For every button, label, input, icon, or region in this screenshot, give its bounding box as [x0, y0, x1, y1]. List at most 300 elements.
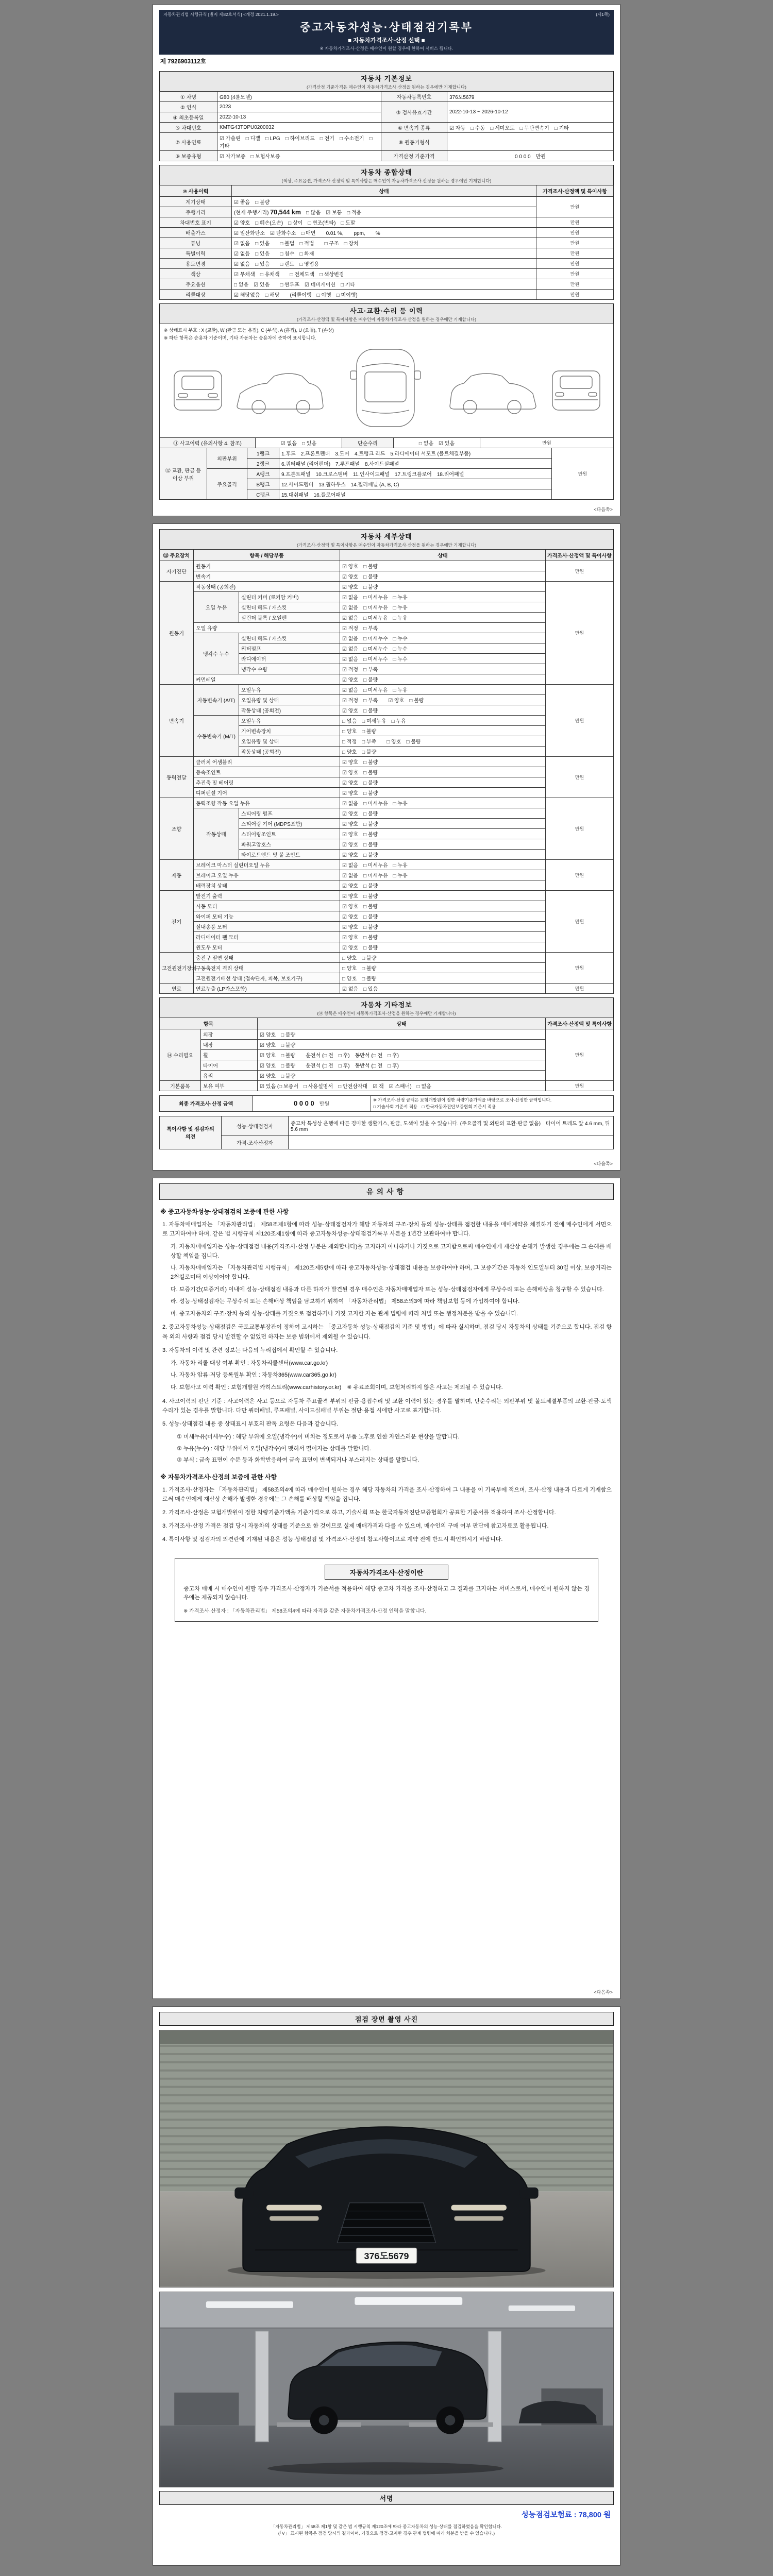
rankC-label: C랭크: [247, 489, 279, 500]
state-cell: ☑ 양호 □ 불량 운전석 (□ 전 □ 후) 동반석 (□ 전 □ 후): [258, 1050, 546, 1060]
overall-col-price: 가격조사·산정액 및 특이사항: [536, 185, 614, 197]
year-label: ② 연식: [160, 102, 217, 112]
state-cell: ☑ 양호 □ 불량: [258, 1029, 546, 1040]
item-cell: 워터펌프: [239, 643, 340, 654]
item-cell: 휠: [201, 1050, 258, 1060]
next-page-marker: <다음쪽>: [594, 507, 613, 512]
section-signature-title: 서명: [379, 2495, 394, 2502]
opinion-label: 특이사항 및 점검자의 의견: [160, 1116, 222, 1149]
group-high-voltage: 고전원전기장치: [160, 953, 194, 984]
state-cell: ☑ 양호 □ 불량: [340, 757, 546, 767]
item-cell: 충전구 절연 상태: [194, 953, 340, 963]
subgroup-oil-leak: 오일 누유: [194, 592, 239, 623]
item-cell: 연료누출 (LP가스포함): [194, 984, 340, 994]
state-cell: ☑ 양호 □ 불량: [340, 582, 546, 592]
price-cell: 만원: [480, 438, 614, 448]
warranty-checkboxes: ☑ 자가보증 □ 보험사보증: [217, 151, 381, 161]
notice-paragraph: 1. 가격조사·산정자는 「자동차관리법」 제58조의4에 따라 매수인이 원하는 경우 해당 자동차의 가격을 조사·산정하여 그 내용을 이 기록부에 적으며, 조사·산정 내용과 다르게 기재함으로써 매수인에게 재산상 손해가 발생한 경우에는 그 손해를 배상할 책임을 집니다.: [162, 1486, 612, 1502]
price-cell: 만원: [536, 279, 614, 290]
year-value: 2023: [217, 102, 381, 112]
detail-col-device: ⑬ 주요장치: [160, 550, 194, 561]
state-cell: ☑ 양호 □ 불량: [340, 922, 546, 932]
inspection-photo-front: [159, 2030, 614, 2287]
base-price-digits: 0 0 0 0: [515, 154, 531, 160]
vin-mark-checkboxes: ☑ 양호 □ 훼손(오손) □ 상이 □ 변조(변타) □ 도말: [232, 217, 536, 228]
title-bar: [159, 10, 614, 55]
section-basic-info: [159, 71, 614, 92]
diagram-legend-2: ※ 하단 항목은 승용차 기준이며, 기타 자동차는 승용차에 준하여 표시합니다.: [164, 335, 316, 341]
tuning-label: 튜닝: [160, 238, 232, 248]
document: [153, 0, 620, 2566]
appraiser-label: 가격·조사산정자: [222, 1136, 289, 1149]
price-cell: 만원: [546, 757, 614, 798]
state-cell: ☑ 없음 □ 미세누유 □ 누유: [340, 602, 546, 613]
emission-label: 배출가스: [160, 228, 232, 238]
page-1: [153, 4, 620, 516]
inspector-opinion-text: 중고차 특성상 운행에 따른 경미한 생활기스, 판금, 도색이 있을 수 있습니다. (주요골격 및 외판의 교환·판금 없음) 타이어 트레드 앞 4.6 mm, 뒤 5.6 mm: [289, 1116, 614, 1136]
page-number: (제1쪽): [596, 12, 610, 17]
final-price-unit: 만원: [319, 1101, 330, 1108]
notice-subitem: ① 미세누유(미세누수) : 해당 부위에 오일(냉각수)이 비치는 정도로서 부품 노후로 인한 자연스러운 현상을 말합니다.: [177, 1434, 460, 1440]
inspection-period-value: 2022-10-13 ~ 2026-10-12: [447, 102, 614, 123]
state-cell: ☑ 양호 □ 불량: [340, 880, 546, 891]
state-cell: ☑ 양호 □ 불량: [340, 850, 546, 860]
meter-state-label: 계기상태: [160, 197, 232, 207]
base-price-label: 가격산정 기준가격: [381, 151, 447, 161]
state-cell: ☑ 없음 □ 미세누유 □ 누유: [340, 613, 546, 623]
inspection-insurance-fee: 성능점검보험료 : 78,800 원: [521, 2511, 611, 2519]
notice-section-head: ※ 중고자동차성능·상태점검의 보증에 관한 사항: [160, 1208, 289, 1215]
signature-legal-line-1: 「자동차관리법」 제58조 제1항 및 같은 법 시행규칙 제120조에 따라 중고자동차의 성능·상태를 점검하였음을 확인합니다.: [271, 2524, 502, 2529]
next-page-marker: <다음쪽>: [594, 1990, 613, 1995]
inspection-period-label: ③ 검사유효기간: [381, 102, 447, 123]
notice-title: 유의사항: [159, 1183, 614, 1200]
notice-paragraph: 4. 사고이력의 판단 기준 : 사고이력은 사고 등으로 자동차 주요골격 부위의 판금·용접수리 및 교환 이력이 있는 경우를 말하며, 단순수리는 외판부위 및 볼트체결부품의 교환·판금·도색 수리가 있는 경우를 말합니다. 다만 쿼터패널, 루프패널, 사이드실패널 부위는 절단·용접 시에만 사고로 표기합니다.: [162, 1398, 612, 1414]
state-cell: □ 양호 □ 불량: [340, 963, 546, 973]
item-cell: 구동축전지 격리 상태: [194, 963, 340, 973]
recall-checkboxes: ☑ 해당없음 □ 해당 (리콜이행 □ 이행 □ 미이행): [232, 290, 536, 300]
fuel-checkboxes: ☑ 가솔린 □ 디젤 □ LPG □ 하이브리드 □ 전기 □ 수소전기 □ 기타: [217, 133, 381, 151]
state-cell: □ 적정 □ 부족 □ 양호 □ 불량: [340, 736, 546, 747]
final-price-label: 최종 가격조사·산정 금액: [160, 1096, 253, 1112]
exchange-label: ⑫ 교환, 판금 등 이상 부위: [160, 448, 207, 500]
group-transmission: 변속기: [160, 685, 194, 757]
etc-info-table: [159, 1018, 614, 1091]
state-cell: ☑ 없음 □ 미세누유 □ 누유: [340, 860, 546, 870]
item-cell: 실린더 헤드 / 개스킷: [239, 602, 340, 613]
main-option-checkboxes: □ 없음 ☑ 있음 □ 썬루프 ☑ 네비게이션 □ 기타: [232, 279, 536, 290]
state-cell: ☑ 양호 □ 불량: [258, 1071, 546, 1081]
notice-paragraph: 1. 자동차매매업자는 「자동차관리법」 제58조제1항에 따라 성능·상태점검자가 해당 자동차의 구조·장치 등의 성능·상태를 점검한 내용을 매매계약을 체결하기 전에 매수인에게 서면으로 고지하여야 하며, 같은 법 시행규칙 제120조제1항에 따라 중고자동차성능·상태점검기록부 사본을 1년간 보관하여야 합니다.: [162, 1222, 612, 1238]
simple-repair-checkboxes: □ 없음 ☑ 있음: [394, 438, 480, 448]
item-cell: 배력장치 상태: [194, 880, 340, 891]
overall-state-table: [159, 185, 614, 300]
detail-col-price: 가격조사·산정액 및 특이사항: [546, 550, 614, 561]
item-cell: 오일유량 및 상태: [239, 695, 340, 705]
notice-subitem: 나. 자동차 압류·저당 등록원부 확인 : 자동차365(www.car365.go.kr): [171, 1372, 337, 1379]
item-cell: 타이로드엔드 및 볼 조인트: [239, 850, 340, 860]
section-accident-title: 사고·교환·수리 등 이력: [350, 307, 423, 315]
item-cell: 기어변속장치: [239, 726, 340, 736]
item-cell: 스티어링조인트: [239, 829, 340, 839]
section-detail-state: [159, 529, 614, 550]
color-checkboxes: ☑ 무채색 □ 유채색 □ 전체도색 □ 색상변경: [232, 269, 536, 279]
item-cell: 추진축 및 베어링: [194, 777, 340, 788]
state-cell: □ 양호 □ 불량: [340, 953, 546, 963]
opinion-table: [159, 1116, 614, 1149]
item-cell: 변속기: [194, 571, 340, 582]
detail-col-state: 상태: [340, 550, 546, 561]
section-overall-note: (색상, 주요옵션, 가격조사·산정액 및 특이사항은 매수인이 자동차가격조사·산정을 원하는 경우에만 기재합니다): [281, 178, 492, 183]
item-cell: 실내송풍 모터: [194, 922, 340, 932]
section-overall-state: [159, 165, 614, 185]
item-cell: 와이퍼 모터 기능: [194, 911, 340, 922]
state-cell: ☑ 양호 □ 불량: [340, 777, 546, 788]
section-photos: [159, 2012, 614, 2026]
final-price-note-2: □ 기술사회 기준서 적용 □ 한국자동차진단보증협회 기준서 적용: [373, 1104, 496, 1109]
item-cell: 외장: [201, 1029, 258, 1040]
engine-type-value: [447, 133, 614, 151]
item-cell: 브레이크 오일 누유: [194, 870, 340, 880]
emission-checkboxes: ☑ 일산화탄소 ☑ 탄화수소 □ 매연 0.01 %, ppm, %: [232, 228, 536, 238]
notice-subitem: 마. 중고자동차의 구조·장치 등의 성능·상태를 거짓으로 점검하거나 거짓 고지한 자는 관계 법령에 따라 처벌 또는 행정처분을 받을 수 있습니다.: [171, 1310, 518, 1317]
transmission-label: ⑥ 변속기 종류: [381, 123, 447, 133]
subgroup-coolant-leak: 냉각수 누수: [194, 633, 239, 674]
tuning-checkboxes: ☑ 없음 □ 있음 □ 불법 □ 적법 □ 구조 □ 장치: [232, 238, 536, 248]
state-cell: ☑ 적정 □ 부족: [340, 664, 546, 674]
item-cell: 스티어링 기어 (MDPS포함): [239, 819, 340, 829]
warranty-label: ⑨ 보증유형: [160, 151, 217, 161]
subgroup-automatic: 자동변속기 (A/T): [194, 685, 239, 716]
final-price-notes: [371, 1096, 614, 1112]
price-cell: 만원: [546, 561, 614, 582]
price-cell: 만원: [546, 1081, 614, 1091]
signature-legal-line-2: (「V」 표시된 항목은 점검 당시의 결과이며, 거짓으로 점검·고지한 경우 관계 법령에 따라 처분을 받을 수 있습니다.): [278, 2530, 495, 2536]
item-cell: 타이어: [201, 1060, 258, 1071]
vin-mark-label: 차대번호 표기: [160, 217, 232, 228]
item-cell: 클러치 어셈블리: [194, 757, 340, 767]
car-diagram: [164, 342, 609, 434]
notice-subitem: 나. 자동차매매업자는 「자동차관리법 시행규칙」 제120조제5항에 따라 중고자동차성능·상태점검 내용을 보증하여야 하며, 그 보증기간은 자동차 인도일부터 30일 이상, 보증거리는 2천킬로미터 이상이어야 합니다.: [171, 1265, 612, 1281]
vin-label: ⑤ 차대번호: [160, 123, 217, 133]
state-cell: ☑ 양호 □ 불량: [340, 839, 546, 850]
appraiser-opinion-text: [289, 1136, 614, 1149]
rankC-items: 15.대쉬패널 16.플로어패널: [279, 489, 552, 500]
item-cell: 라디에이터: [239, 654, 340, 664]
inspector-label: 성능·상태점검자: [222, 1116, 289, 1136]
state-cell: ☑ 양호 □ 불량: [340, 808, 546, 819]
price-cell: 만원: [536, 228, 614, 238]
item-cell: 실린더 커버 (로커암 커버): [239, 592, 340, 602]
item-cell: 고전원전기배선 상태 (접속단자, 피복, 보호기구): [194, 973, 340, 984]
final-price-amount-cell: [253, 1096, 371, 1112]
overall-col-use: ⑩ 사용이력: [160, 185, 232, 197]
state-cell: ☑ 적정 □ 부족 ☑ 양호 □ 불량: [340, 695, 546, 705]
group-fuel: 연료: [160, 984, 194, 994]
price-cell: 만원: [552, 448, 614, 500]
price-cell: 만원: [536, 290, 614, 300]
notice-paragraph: 2. 가격조사·산정은 보험개발원이 정한 차량기준가액을 기준가격으로 하고, 기술사회 또는 한국자동차진단보증협회가 공표한 기준서를 적용하여 조사·산정합니다.: [162, 1510, 556, 1516]
reg-no-label: 자동차등록번호: [381, 92, 447, 102]
price-cell: 만원: [536, 217, 614, 228]
license-plate-text: 376도5679: [364, 2251, 409, 2262]
notice-paragraph: 2. 중고자동차성능·상태점검은 국토교통부장관이 정하여 고시하는 「중고자동차 성능·상태점검의 기준 및 방법」에 따라 실시하며, 점검 당시 자동차의 상태를 기준으로 합니다. 점검 항목 외의 사항과 점검 당시 발견할 수 없었던 하자는 보증 범위에서 제외될 수 있습니다.: [162, 1324, 612, 1340]
page-3: [153, 1178, 620, 1999]
state-cell: ☑ 없음 □ 미세누유 □ 누유: [340, 870, 546, 880]
item-cell: 오일누유: [239, 685, 340, 695]
price-cell: 만원: [546, 891, 614, 953]
recall-label: 리콜대상: [160, 290, 232, 300]
overall-col-state: 상태: [232, 185, 536, 197]
state-cell: ☑ 없음 □ 미세누유 □ 누유: [340, 685, 546, 695]
state-cell: ☑ 양호 □ 불량: [340, 901, 546, 911]
price-cell: 만원: [546, 685, 614, 757]
subgroup-manual: 수동변속기 (M/T): [194, 716, 239, 757]
rule-reference: 자동차관리법 시행규칙 [별지 제82호서식] <개정 2021.1.19.>: [163, 12, 279, 17]
notice-paragraph: 3. 자동차의 이력 및 관련 정보는 다음의 누리집에서 확인할 수 있습니다.: [162, 1347, 338, 1353]
first-registration-label: ④ 최초등록일: [160, 112, 217, 123]
price-cell: 만원: [536, 259, 614, 269]
rankB-label: B랭크: [247, 479, 279, 489]
subgroup-steering-operation: 작동상태: [194, 808, 239, 860]
etc-col-state: 상태: [258, 1018, 546, 1029]
main-frame-label: 주요골격: [207, 469, 247, 500]
group-basic-items: 기본품목: [160, 1081, 201, 1091]
basic-info-table: [159, 91, 614, 161]
group-electric: 전기: [160, 891, 194, 953]
item-cell: 커먼레일: [194, 674, 340, 685]
item-cell: 동력조향 작동 오일 누유: [194, 798, 340, 808]
item-cell: 작동상태 (공회전): [239, 747, 340, 757]
notice-subitem: ③ 부식 : 금속 표면이 수분 등과 화학반응하여 금속 표면이 변색되거나 부스러지는 상태를 말합니다.: [177, 1457, 419, 1464]
main-option-label: 주요옵션: [160, 279, 232, 290]
mileage-prefix: (현재 주행거리): [234, 210, 269, 216]
meter-state-checkboxes: ☑ 좋음 □ 불량: [232, 197, 536, 207]
final-price-note-1: ※ 가격조사·산정 금액은 보험개발원이 정한 차량기준가액을 바탕으로 조사·산정한 금액입니다.: [373, 1097, 552, 1103]
price-cell: 만원: [546, 984, 614, 994]
state-cell: ☑ 양호 □ 불량: [258, 1040, 546, 1050]
state-cell: ☑ 적정 □ 부족: [340, 623, 546, 633]
item-cell: 파워고압호스: [239, 839, 340, 850]
mileage-value: 70,544 km: [270, 209, 301, 216]
state-cell: ☑ 없음 □ 미세누유 □ 누유: [340, 592, 546, 602]
page-4: [153, 2006, 620, 2566]
notice-paragraph: 5. 성능·상태점검 내용 중 상태표시 부호의 판독 요령은 다음과 같습니다.: [162, 1420, 338, 1427]
group-self-diagnosis: 자기진단: [160, 561, 194, 582]
next-page-marker: <다음쪽>: [594, 1161, 613, 1166]
item-cell: 유리: [201, 1071, 258, 1081]
state-cell: ☑ 있음 (□ 보증서 □ 사용설명서 □ 안전삼각대 ☑ 잭 ☑ 스패너) □ 없음: [258, 1081, 546, 1091]
item-cell: 작동상태 (공회전): [239, 705, 340, 716]
item-cell: 작동상태 (공회전): [194, 582, 340, 592]
section-overall-title: 자동차 종합상태: [361, 168, 412, 176]
section-basic-title: 자동차 기본정보: [361, 75, 412, 82]
section-etc-title: 자동차 기타정보: [361, 1001, 412, 1009]
mileage-label: 주행거리: [160, 207, 232, 217]
group-brake: 제동: [160, 860, 194, 891]
detail-col-item: 항목 / 해당부품: [194, 550, 340, 561]
accident-history-checkboxes: ☑ 없음 □ 있음: [256, 438, 342, 448]
engine-type-label: ⑧ 원동기형식: [381, 133, 447, 151]
notice-subitem: 다. 보증기간(보증거리) 이내에 성능·상태점검 내용과 다른 하자가 발견된 경우 매수인은 자동차매매업자 또는 성능·상태점검자에게 무상수리 또는 손해배상을 청구할 수 있습니다.: [171, 1286, 604, 1293]
state-cell: ☑ 없음 □ 미세누수 □ 누수: [340, 633, 546, 643]
first-registration-value: 2022-10-13: [217, 112, 381, 123]
item-cell: 윈도우 모터: [194, 942, 340, 953]
state-cell: ☑ 양호 □ 불량: [340, 932, 546, 942]
state-cell: ☑ 양호 □ 불량: [340, 788, 546, 798]
state-cell: ☑ 양호 □ 불량: [340, 829, 546, 839]
notice-paragraph: 3. 가격조사·산정 가격은 점검 당시 자동차의 상태를 기준으로 한 것이므로 실제 매매가격과 다를 수 있으며, 매수인의 구매 여부 판단에 참고자료로 활용됩니다.: [162, 1523, 549, 1530]
base-price-unit: 만원: [535, 154, 546, 160]
price-cell: 만원: [546, 953, 614, 984]
price-cell: 만원: [536, 238, 614, 248]
base-price-value: [447, 151, 614, 161]
item-cell: 브레이크 마스터 실린더오일 누유: [194, 860, 340, 870]
state-cell: ☑ 양호 □ 불량: [340, 911, 546, 922]
final-price-digits: 0 0 0 0: [293, 1099, 314, 1108]
fuel-label: ⑦ 사용연료: [160, 133, 217, 151]
special-history-label: 특별이력: [160, 248, 232, 259]
price-appraisal-box-note: ※ 가격조사·산정자 : 「자동차관리법」 제58조의4에 따라 자격을 갖춘 자동차가격조사·산정 인력을 말합니다.: [183, 1608, 427, 1614]
section-basic-note: (가격산정 기준가격은 매수인이 자동차가격조사·산정을 원하는 경우에만 기재합니다): [306, 84, 467, 90]
state-cell: ☑ 양호 □ 불량: [340, 942, 546, 953]
state-cell: □ 양호 □ 불량: [340, 726, 546, 736]
etc-col-item: 항목: [160, 1018, 258, 1029]
item-cell: 오일누유: [239, 716, 340, 726]
item-cell: 보유 여부: [201, 1081, 258, 1091]
reg-no-value: 376도5679: [447, 92, 614, 102]
color-label: 색상: [160, 269, 232, 279]
state-cell: □ 양호 □ 불량: [340, 973, 546, 984]
usage-change-checkboxes: ☑ 없음 □ 있음 □ 렌트 □ 영업용: [232, 259, 536, 269]
item-cell: 실린더 헤드 / 개스킷: [239, 633, 340, 643]
state-cell: ☑ 없음 □ 미세누수 □ 누수: [340, 643, 546, 654]
section-etc-info: [159, 997, 614, 1018]
state-cell: □ 없음 □ 미세누유 □ 누유: [340, 716, 546, 726]
item-cell: 냉각수 수량: [239, 664, 340, 674]
photo-lift-image: [160, 2292, 613, 2487]
item-cell: 스티어링 펌프: [239, 808, 340, 819]
state-cell: ☑ 양호 □ 불량: [340, 571, 546, 582]
accident-history-label: ⑪ 사고이력 (유의사항 4. 참조): [160, 438, 256, 448]
rank2-label: 2랭크: [247, 459, 279, 469]
item-cell: 오일 유량: [194, 623, 340, 633]
group-power-train: 동력전달: [160, 757, 194, 798]
item-cell: 원동기: [194, 561, 340, 571]
rank2-items: 6.쿼터패널 (리어펜더) 7.루프패널 8.사이드실패널: [279, 459, 552, 469]
special-history-checkboxes: ☑ 없음 □ 있음 □ 침수 □ 화재: [232, 248, 536, 259]
price-select-banner: ■ 자동차가격조사·산정 선택 ■: [348, 38, 425, 44]
notice-subitem: 다. 보험사고 이력 확인 : 보험개발원 카히스토리(www.carhistory.or.kr) ※ 유료조회이며, 보험처리하지 않은 사고는 제외될 수 있습니다.: [171, 1384, 503, 1391]
price-cell: 만원: [536, 248, 614, 259]
notice-section-head: ※ 자동차가격조사·산정의 보증에 관한 사항: [160, 1473, 277, 1481]
notice-subitem: 가. 자동차 리콜 대상 여부 확인 : 자동차리콜센터(www.car.go.kr): [171, 1360, 328, 1366]
mileage-checkboxes: □ 많음 ☑ 보통 □ 적음: [306, 210, 362, 216]
price-cell: 만원: [546, 860, 614, 891]
section-signature: [159, 2491, 614, 2505]
section-photos-title: 점검 장면 촬영 사진: [355, 2015, 418, 2023]
rankB-items: 12.사이드멤버 13.휠하우스 14.필러패널 (A, B, C): [279, 479, 552, 489]
section-detail-note: (가격조사·산정액 및 특이사항은 매수인이 자동차가격조사·산정을 원하는 경우에만 기재합니다): [296, 543, 477, 548]
diagram-legend: ※ 상태표시 부호 : X (교환), W (판금 또는 용접), C (부식), A (흠집), U (요철), T (손상): [164, 328, 334, 333]
outer-panel-label: 외판부위: [207, 448, 247, 469]
car-name-value: G80 (4륜모델): [217, 92, 381, 102]
mileage-cell: [232, 207, 536, 217]
car-name-label: ① 차명: [160, 92, 217, 102]
item-cell: 디퍼렌셜 기어: [194, 788, 340, 798]
notice-subitem: 가. 자동차매매업자는 성능·상태점검 내용(가격조사·산정 부분은 제외합니다)을 고지하지 아니하거나 거짓으로 고지함으로써 매수인에게 재산상 손해가 발생한 경우에는 그 손해를 배상할 책임을 집니다.: [171, 1244, 612, 1259]
notice-paragraph: 4. 특이사항 및 점검자의 의견란에 기재된 내용은 성능·상태점검 및 가격조사·산정의 참고사항이므로 계약 전에 반드시 확인하시기 바랍니다.: [162, 1536, 503, 1543]
item-cell: 라디에이터 팬 모터: [194, 932, 340, 942]
exchange-panel-table: [159, 448, 614, 500]
rank1-label: 1랭크: [247, 448, 279, 459]
group-engine: 원동기: [160, 582, 194, 685]
rank1-items: 1.후드 2.프론트펜더 3.도어 4.트렁크 리드 5.라디에이터 서포트 (볼트체결부품): [279, 448, 552, 459]
notice-subitem: 라. 성능·상태점검자는 무상수리 또는 손해배상 책임을 담보하기 위하여 「자동차관리법」 제58조의3에 따라 책임보험 등에 가입하여야 합니다.: [171, 1298, 520, 1305]
price-appraisal-info-box: [175, 1558, 598, 1622]
transmission-checkboxes: ☑ 자동 □ 수동 □ 세미오토 □ 무단변속기 □ 기타: [447, 123, 614, 133]
state-cell: ☑ 양호 □ 불량: [340, 891, 546, 901]
state-cell: ☑ 양호 □ 불량: [340, 705, 546, 716]
section-etc-note: (⑭ 항목은 매수인이 자동차가격조사·산정을 원하는 경우에만 기재합니다): [317, 1011, 456, 1016]
usage-change-label: 용도변경: [160, 259, 232, 269]
simple-repair-label: 단순수리: [342, 438, 394, 448]
price-cell: 만원: [546, 1029, 614, 1081]
item-cell: 발전기 출력: [194, 891, 340, 901]
item-cell: 시동 모터: [194, 901, 340, 911]
detail-state-table: [159, 549, 614, 994]
state-cell: □ 양호 □ 불량: [340, 747, 546, 757]
price-select-note: ※ 자동차가격조사·산정은 매수인이 원할 경우에 한하여 서비스 됩니다.: [320, 46, 453, 51]
item-cell: 실린더 블록 / 오일팬: [239, 613, 340, 623]
state-cell: ☑ 양호 □ 불량: [340, 561, 546, 571]
rankA-items: 9.프론트패널 10.크로스멤버 11.인사이드패널 17.트렁크플로어 18.리어패널: [279, 469, 552, 479]
price-appraisal-box-text: 중고차 매매 시 매수인이 원할 경우 가격조사·산정자가 기준서를 적용하여 해당 중고차 가격을 조사·산정하고 그 결과를 고지하는 서비스로서, 매수인이 원하지 않는 경우에는 제공되지 않습니다.: [183, 1585, 590, 1601]
item-cell: 오일유량 및 상태: [239, 736, 340, 747]
state-cell: ☑ 양호 □ 불량: [340, 767, 546, 777]
page-2: [153, 523, 620, 1171]
state-cell: ☑ 양호 □ 불량: [340, 819, 546, 829]
rankA-label: A랭크: [247, 469, 279, 479]
accident-history-table: [159, 437, 614, 448]
state-cell: ☑ 없음 □ 미세누수 □ 누수: [340, 654, 546, 664]
state-cell: ☑ 양호 □ 불량: [340, 674, 546, 685]
section-detail-title: 자동차 세부상태: [361, 533, 412, 540]
price-cell: 만원: [546, 798, 614, 860]
photo-front-image: [160, 2030, 613, 2287]
item-cell: 등속조인트: [194, 767, 340, 777]
group-repair-needed: ⑭ 수리필요: [160, 1029, 201, 1081]
notice-subitem: ② 누유(누수) : 해당 부위에서 오일(냉각수)이 맺혀서 떨어지는 상태를 말합니다.: [177, 1445, 371, 1452]
section-accident-note: (가격조사·산정액 및 특이사항은 매수인이 자동차가격조사·산정을 원하는 경우에만 기재합니다): [296, 317, 477, 322]
price-cell: 만원: [536, 269, 614, 279]
state-cell: ☑ 양호 □ 불량 운전석 (□ 전 □ 후) 동반석 (□ 전 □ 후): [258, 1060, 546, 1071]
etc-col-price: 가격조사·산정액 및 특이사항: [546, 1018, 614, 1029]
group-steering: 조향: [160, 798, 194, 860]
section-accident-history: [159, 303, 614, 324]
final-price-table: [159, 1095, 614, 1112]
document-number: 제 7926903112호: [160, 59, 206, 65]
item-cell: 내장: [201, 1040, 258, 1050]
price-appraisal-box-title: 자동차가격조사·산정이란: [325, 1565, 448, 1580]
vin-value: KMTG43TDPU0200032: [217, 123, 381, 133]
price-cell: 만원: [546, 582, 614, 685]
car-diagram-box: [159, 324, 614, 438]
state-cell: ☑ 없음 □ 미세누유 □ 누유: [340, 798, 546, 808]
inspection-photo-lift: [159, 2292, 614, 2487]
price-cell: 만원: [536, 197, 614, 217]
state-cell: ☑ 없음 □ 있음: [340, 984, 546, 994]
